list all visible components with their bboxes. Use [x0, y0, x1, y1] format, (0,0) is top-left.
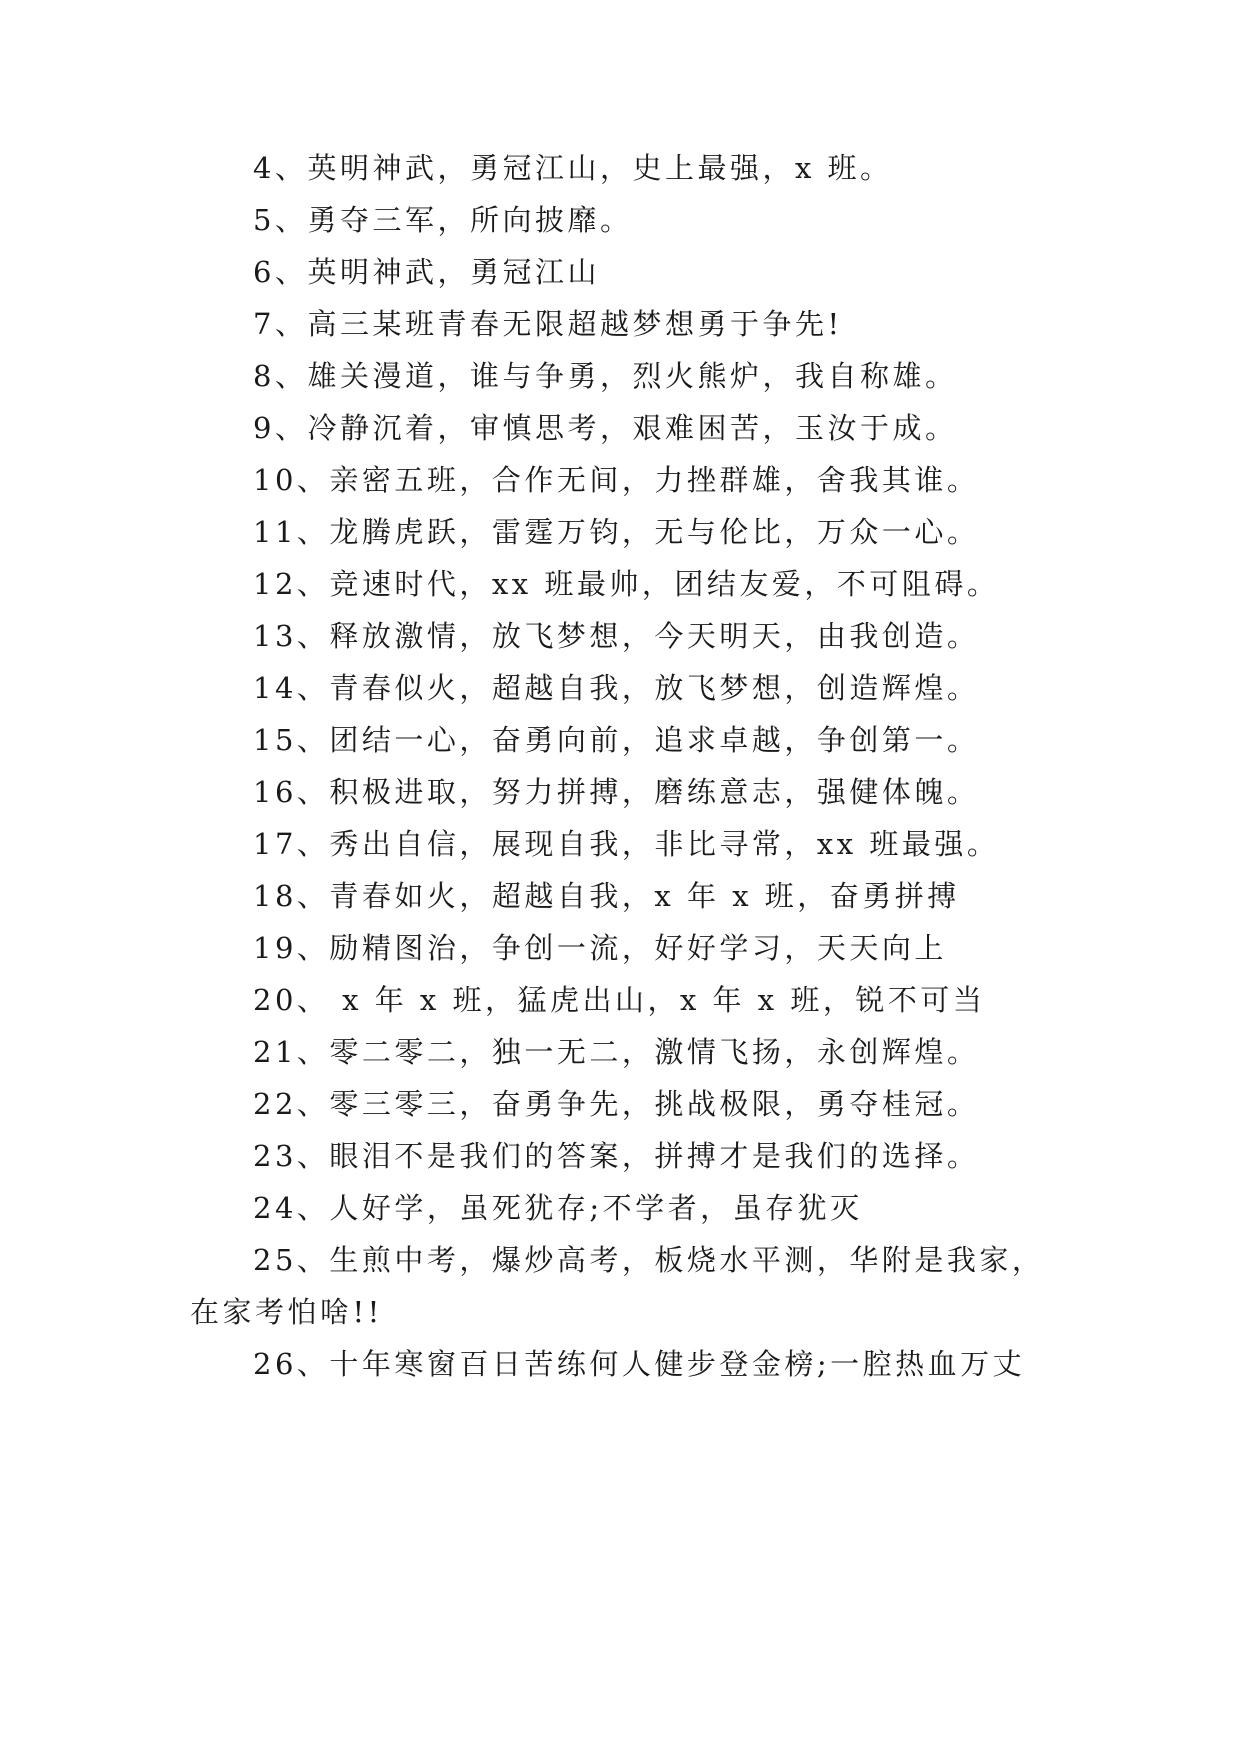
slogan-line-7: 7、高三某班青春无限超越梦想勇于争先! [253, 307, 843, 341]
slogan-line-4: 4、英明神武，勇冠江山，史上最强，x 班。 [253, 151, 893, 185]
slogan-line-25: 25、生煎中考，爆炒高考，板烧水平测，华附是我家， [253, 1243, 1045, 1277]
slogan-line-16: 16、积极进取，努力拼搏，磨练意志，强健体魄。 [253, 775, 980, 809]
slogan-line-24: 24、人好学，虽死犹存;不学者，虽存犹灭 [253, 1191, 863, 1225]
slogan-line-5: 5、勇夺三军，所向披靡。 [253, 203, 633, 237]
slogan-line-9: 9、冷静沉着，审慎思考，艰难困苦，玉汝于成。 [253, 411, 958, 445]
slogan-line-21: 21、零二零二，独一无二，激情飞扬，永创辉煌。 [253, 1035, 980, 1069]
slogan-line-13: 13、释放激情，放飞梦想，今天明天，由我创造。 [253, 619, 980, 653]
slogan-line-15: 15、团结一心，奋勇向前，追求卓越，争创第一。 [253, 723, 980, 757]
slogan-line-12: 12、竞速时代，xx 班最帅，团结友爱，不可阻碍。 [253, 567, 1000, 601]
slogan-line-19: 19、励精图治，争创一流，好好学习，天天向上 [253, 931, 947, 965]
slogan-line-20: 20、 x 年 x 班，猛虎出山，x 年 x 班，锐不可当 [253, 983, 986, 1017]
slogan-line-10: 10、亲密五班，合作无间，力挫群雄，舍我其谁。 [253, 463, 980, 497]
slogan-line-14: 14、青春似火，超越自我，放飞梦想，创造辉煌。 [253, 671, 980, 705]
slogan-line-26: 26、十年寒窗百日苦练何人健步登金榜;一腔热血万丈 [253, 1347, 1026, 1381]
slogan-line-8: 8、雄关漫道，谁与争勇，烈火熊炉，我自称雄。 [253, 359, 958, 393]
slogan-line-25-continued: 在家考怕啥!! [190, 1295, 383, 1329]
slogan-line-22: 22、零三零三，奋勇争先，挑战极限，勇夺桂冠。 [253, 1087, 980, 1121]
slogan-line-6: 6、英明神武，勇冠江山 [253, 255, 600, 289]
slogan-line-17: 17、秀出自信，展现自我，非比寻常，xx 班最强。 [253, 827, 1000, 861]
slogan-line-18: 18、青春如火，超越自我，x 年 x 班，奋勇拼搏 [253, 879, 960, 913]
slogan-line-11: 11、龙腾虎跃，雷霆万钧，无与伦比，万众一心。 [253, 515, 980, 549]
slogan-line-23: 23、眼泪不是我们的答案，拼搏才是我们的选择。 [253, 1139, 980, 1173]
